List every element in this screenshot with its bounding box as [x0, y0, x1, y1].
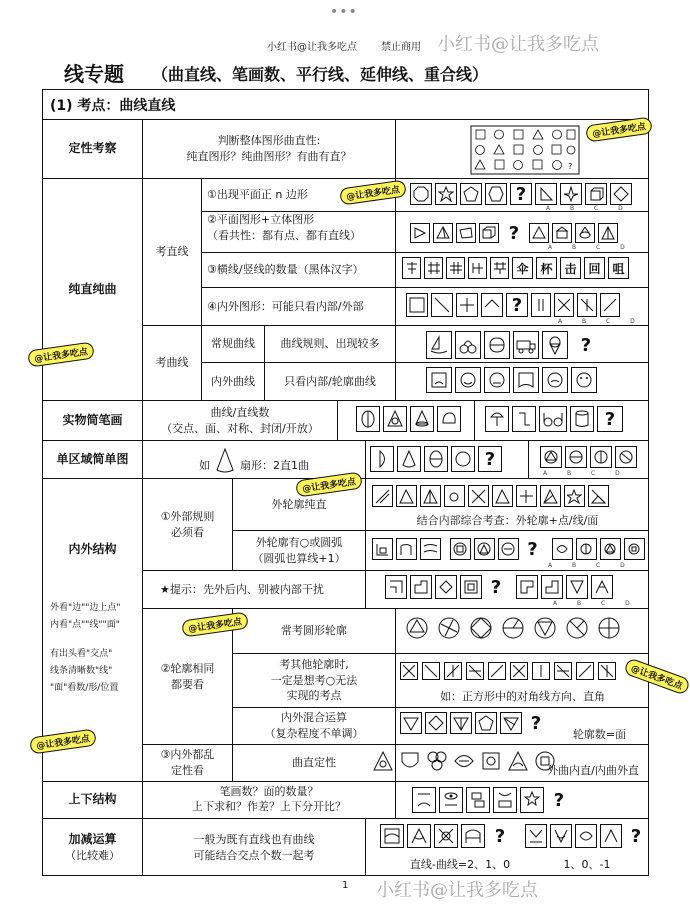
quzhi-figure — [453, 750, 475, 772]
fig — [435, 575, 457, 599]
fig — [493, 787, 517, 813]
sector-icon — [214, 448, 236, 474]
question-figure: ? — [625, 824, 647, 848]
example-desc: 如：正方形中的对角线方向、直角 — [440, 690, 605, 704]
divider — [337, 400, 338, 440]
option-letters: A B C D — [548, 244, 634, 251]
face-figure — [455, 367, 481, 393]
pentagon-cluster-figure — [460, 183, 482, 205]
figrow-tip — [385, 575, 613, 599]
dingxing-desc — [143, 120, 395, 178]
shangxia-desc-line1: 笔画数？面的数量？ — [219, 785, 319, 799]
fig — [516, 485, 537, 507]
sticker-watermark: @让我多吃点 — [27, 341, 95, 367]
question-figure: ? — [488, 824, 512, 848]
fig — [439, 787, 463, 813]
sticker-watermark: @让我多吃点 — [623, 657, 690, 696]
divider — [365, 440, 366, 478]
circle-outer-label — [233, 531, 365, 570]
blob-figure — [484, 331, 510, 359]
waibu-line1: ①外部规则 — [160, 509, 215, 523]
round-figure — [437, 616, 461, 640]
figrow-jiajian-right — [525, 824, 647, 848]
char-option-b: 杯 — [536, 257, 557, 279]
luan-line2: 定性看 — [171, 764, 204, 777]
option-b-figure — [565, 446, 587, 468]
divider — [395, 325, 396, 400]
sticker-watermark: @让我多吃点 — [339, 179, 407, 205]
account-label: 小红书@让我多吃点 — [267, 42, 357, 53]
sailboat-figure — [426, 331, 452, 359]
hanzi-figure — [446, 257, 465, 279]
figrow-shiwu-left — [356, 406, 461, 432]
figrow-outer-straight — [372, 485, 609, 507]
quzhi-desc: 外曲内直/内曲外直 — [547, 764, 639, 778]
icecream-figure — [542, 331, 568, 359]
fig — [488, 662, 506, 680]
option-b-figure — [554, 293, 574, 317]
round-figure — [565, 616, 589, 640]
option-b-figure — [576, 538, 597, 560]
hanzi-figure — [402, 257, 421, 279]
row-label-danqu: 单区域简单图 — [56, 451, 129, 466]
face-figure — [513, 367, 539, 393]
dingxing-desc-line2: 纯直图形？纯曲图形？有曲有直？ — [186, 150, 352, 163]
tri-figure — [410, 223, 430, 243]
option-a-figure — [540, 446, 562, 468]
char-option-a: 伞 — [512, 257, 533, 279]
figrow-inner-outer — [406, 293, 620, 317]
fig — [576, 662, 594, 680]
dingxing-grid-figure — [470, 125, 580, 179]
luan-line1: ③内外都乱 — [160, 748, 215, 762]
fig — [444, 662, 462, 680]
quzhi-label: 曲直定性 — [292, 756, 336, 770]
fig — [372, 538, 393, 560]
neiwai-notes — [50, 600, 121, 697]
circle-outer-line2: （圆弧也算线+1） — [252, 551, 346, 565]
divider — [474, 400, 475, 440]
char-option-e: 咀 — [608, 257, 629, 279]
fig — [396, 538, 417, 560]
fig — [385, 575, 407, 599]
mushroom-figure — [485, 406, 509, 432]
hexagon-cluster-figure — [485, 183, 507, 205]
fig — [532, 662, 550, 680]
divider — [528, 440, 529, 478]
note-line: "面"看数/形/位置 — [50, 683, 119, 694]
row-label-jiajian — [43, 819, 142, 876]
option-c-figure — [575, 223, 595, 243]
hanzi-figure — [490, 257, 509, 279]
square-figure — [406, 293, 428, 317]
fig — [422, 662, 440, 680]
sticker-watermark: @让我多吃点 — [295, 471, 363, 497]
round-figure — [501, 616, 525, 640]
oval-figure — [424, 446, 448, 472]
divider — [395, 178, 396, 325]
kao-qu-label: 考曲线 — [155, 356, 189, 370]
kao-zhi-label: 考直线 — [155, 245, 189, 259]
face-figure — [542, 367, 568, 393]
page-title: 线专题 — [64, 62, 124, 86]
option-d-figure — [624, 538, 645, 560]
truck-figure — [513, 331, 539, 359]
fig — [444, 485, 465, 507]
shangxia-desc-line2: 上下求和？作差？上下分开比？ — [192, 800, 346, 813]
row-label-dingxing: 定性考察 — [68, 141, 117, 156]
danqu-desc-suffix: 扇形：2直1曲 — [240, 459, 309, 473]
fig — [466, 787, 490, 813]
cherry-figure — [455, 331, 481, 359]
page-subtitle: （曲直线、笔画数、平行线、延伸线、重合线） — [152, 65, 489, 84]
question-figure: ? — [547, 787, 571, 813]
page-number: 1 — [342, 880, 349, 891]
combo-desc: 结合内部综合考查：外轮廓+点/线/面 — [416, 514, 599, 528]
row-label-chunzhi: 纯直纯曲 — [68, 281, 117, 296]
figrow-face — [426, 367, 597, 393]
option-c-figure — [585, 183, 607, 205]
jiajian-desc — [143, 819, 365, 876]
fig — [498, 538, 519, 560]
option-a-figure — [516, 575, 538, 599]
drop-figure — [397, 446, 421, 472]
danqu-desc — [143, 441, 365, 478]
char-option-c: 击 — [560, 257, 581, 279]
fig — [407, 824, 431, 848]
fig — [425, 712, 447, 734]
round-figure — [533, 616, 557, 640]
waibu-line2: 必须看 — [171, 525, 204, 539]
shangxia-desc — [143, 782, 395, 818]
fig — [550, 824, 572, 848]
pipe-figure — [512, 406, 536, 432]
svg-text:?: ? — [568, 162, 573, 171]
fig — [434, 824, 458, 848]
shiwu-desc-line1: 曲线/直线数 — [210, 405, 270, 419]
note-line — [50, 634, 121, 646]
note-line: 有出头看"交点" — [50, 649, 113, 660]
figrow-mix — [400, 712, 547, 734]
fig — [525, 824, 547, 848]
option-letters: A B C D — [558, 318, 644, 325]
half-circle-figure — [370, 446, 394, 472]
leaf-figure — [356, 406, 380, 432]
option-letters: A B C D — [548, 562, 634, 569]
figrow-solid — [410, 221, 618, 245]
watermark-bottom: 小红书@让我多吃点 — [376, 880, 538, 901]
quzhi-figure — [507, 750, 529, 772]
figrow-jiajian-left — [380, 824, 512, 848]
divider — [395, 119, 396, 178]
note-line: 内看"点""线""面" — [50, 620, 120, 631]
bod-figure — [539, 406, 567, 432]
divider — [365, 818, 366, 876]
question-figure: ? — [522, 538, 543, 560]
pyramid-figure — [433, 223, 453, 243]
diag-square-figure — [431, 293, 453, 317]
sticker-watermark: @让我多吃点 — [29, 728, 97, 754]
fig — [588, 485, 609, 507]
figrow-quzhi — [372, 750, 556, 772]
fig — [468, 485, 489, 507]
fig — [540, 485, 561, 507]
figrow-shangxia — [412, 787, 571, 813]
octagon-figure — [410, 183, 432, 205]
figrow-curve — [426, 330, 601, 360]
face-figure — [426, 367, 452, 393]
cylinder-figure — [570, 406, 594, 432]
char-option-d: 回 — [584, 257, 605, 279]
note-line: 线条清晰数"线" — [50, 666, 113, 677]
question-figure: ? — [485, 575, 507, 599]
round-figure — [405, 616, 429, 640]
question-figure: ? — [525, 712, 547, 734]
option-b-figure — [541, 575, 563, 599]
option-b-figure — [560, 183, 582, 205]
option-c-figure — [577, 293, 597, 317]
fig — [372, 485, 393, 507]
lunkuo-count: 轮廓数=面 — [572, 728, 627, 742]
lunkuo-line1: ②轮廓相同 — [160, 661, 215, 675]
luan-label — [143, 745, 232, 781]
fig — [492, 485, 513, 507]
option-d-figure — [600, 293, 620, 317]
dingxing-desc-line1: 判断整体图形曲直性: — [217, 134, 321, 148]
option-a-figure — [531, 293, 551, 317]
fig — [410, 575, 432, 599]
jiajian-line2: （比较难） — [65, 849, 120, 863]
row-label-shiwu: 实物简笔画 — [62, 412, 123, 427]
mix-line1: 内外混合运算 — [281, 711, 347, 725]
fig — [466, 662, 484, 680]
option-a-figure — [535, 183, 557, 205]
other-line1: 考其他轮廓时, — [279, 658, 349, 672]
question-figure: ? — [571, 330, 601, 360]
fig — [396, 485, 417, 507]
other-outline-label — [233, 654, 395, 707]
item-2-line2: （看共性：都有点、都有直线） — [207, 228, 361, 242]
quzhi-figure — [372, 750, 394, 772]
fig — [598, 662, 616, 680]
fig — [520, 787, 544, 813]
chunzhi-outer-label: 外轮廓纯直 — [271, 497, 327, 511]
quzhi-figure — [480, 750, 502, 772]
jiajian-desc-line2: 可能结合交点个数一起考 — [193, 848, 315, 862]
fig — [420, 485, 441, 507]
tri-square-figure — [481, 293, 503, 317]
fig — [400, 662, 418, 680]
option-b-figure — [552, 223, 572, 243]
sticker-watermark: @让我多吃点 — [181, 611, 249, 637]
mix-line2: （复杂程度不单调） — [264, 727, 364, 740]
other-line2: 一定是想考○无法 — [270, 673, 358, 687]
formula-2: 1、0、-1 — [563, 858, 611, 872]
hanzi-figure — [424, 257, 443, 279]
neiwai-qu-desc: 只看内部/轮廓曲线 — [284, 374, 376, 388]
lunkuo-line2: 都要看 — [171, 677, 204, 691]
note-line: 外看"边""边上点" — [50, 603, 121, 613]
option-a-figure — [552, 538, 573, 560]
fig — [510, 662, 528, 680]
cap-figure — [437, 406, 461, 432]
round-figure — [469, 616, 493, 640]
circle-outer-line1: 外轮廓有○或圆弧 — [255, 535, 343, 549]
jiajian-line1: 加减运算 — [68, 831, 117, 846]
formula-1: 直线-曲线=2、1、0 — [409, 858, 511, 872]
triangle-knot-figure — [383, 406, 407, 432]
cube-figure — [479, 223, 499, 243]
fig — [474, 538, 495, 560]
divider — [395, 781, 396, 818]
row-label-shangxia: 上下结构 — [68, 792, 117, 807]
fig — [400, 712, 422, 734]
fig — [461, 824, 485, 848]
option-letters: A B C D — [546, 205, 632, 212]
fig — [575, 824, 597, 848]
yuanxing-label: 常考圆形轮廓 — [281, 624, 347, 638]
fig — [554, 662, 572, 680]
mix-label — [233, 708, 395, 744]
circle-figure — [451, 446, 475, 472]
shiwu-desc — [143, 401, 337, 440]
changgui-desc: 曲线规则、出现较多 — [280, 337, 380, 351]
option-c-figure — [600, 538, 621, 560]
face-figure — [484, 367, 510, 393]
tip-text: ★提示：先外后内、别被内部干扰 — [160, 582, 324, 596]
sticker-watermark: @让我多吃点 — [585, 116, 653, 142]
figrow-round — [405, 616, 621, 640]
question-figure: ? — [502, 221, 526, 245]
figrow-polygon — [410, 183, 632, 205]
danqu-desc-prefix: 如 — [199, 459, 210, 473]
round-figure — [597, 616, 621, 640]
fig — [475, 712, 497, 734]
fig — [450, 538, 471, 560]
question-figure: ? — [510, 183, 532, 205]
other-line3: 实现的考点 — [286, 689, 342, 703]
quzhi-figure — [399, 750, 421, 772]
section-title: (1) 考点：曲线直线 — [50, 98, 176, 114]
fig — [412, 787, 436, 813]
face-figure — [571, 367, 597, 393]
item-2 — [207, 212, 395, 252]
fig — [380, 824, 404, 848]
option-c-figure — [566, 575, 588, 599]
figrow-shiwu-right — [485, 406, 623, 432]
waibu-label — [143, 479, 232, 570]
figrow-danqu-right — [540, 446, 637, 468]
figrow-chinese — [402, 257, 629, 279]
fig — [450, 712, 472, 734]
fig — [420, 538, 441, 560]
option-letters: A B C D — [543, 470, 629, 477]
quzhi-figure — [426, 750, 448, 772]
question-figure: ? — [478, 446, 502, 472]
fig — [564, 485, 585, 507]
figrow-square-diag — [400, 662, 616, 680]
no-commercial-label: 禁止商用 — [381, 42, 421, 53]
cone-figure — [410, 406, 434, 432]
item-1: ①出现平面正 n 边形 — [207, 188, 308, 202]
option-d-figure — [591, 575, 613, 599]
row-label-neiwai: 内外结构 — [68, 542, 117, 557]
changgui-label: 常规曲线 — [211, 337, 255, 351]
figrow-outer-circle — [372, 538, 645, 560]
option-letters: A B C D — [553, 600, 639, 607]
jiajian-desc-line1: 一般为既有直线也有曲线 — [193, 832, 315, 846]
option-c-figure — [590, 446, 612, 468]
fig — [500, 712, 522, 734]
question-figure: ? — [506, 293, 528, 317]
hanzi-figure — [468, 257, 487, 279]
watermark-top: 小红书@让我多吃点 — [437, 34, 599, 55]
divider — [365, 570, 366, 608]
window-dots[interactable]: ••• — [330, 4, 358, 20]
question-figure: ? — [597, 406, 623, 432]
item-3: ③横线/竖线的数量（黑体汉字） — [207, 263, 364, 277]
item-4: ④内外图形：可能只看内部/外部 — [207, 299, 364, 313]
option-a-figure — [529, 223, 549, 243]
fig — [600, 824, 622, 848]
option-d-figure — [598, 223, 618, 243]
option-d-figure — [610, 183, 632, 205]
shiwu-desc-line2: （交点、面、对称、封闭/开放） — [161, 421, 319, 435]
item-2-line1: ②平面图形+立体图形 — [207, 213, 315, 226]
neiwai-qu-label: 内外曲线 — [211, 374, 255, 388]
fig — [460, 575, 482, 599]
figrow-danqu-left — [370, 446, 502, 472]
option-d-figure — [615, 446, 637, 468]
cross-square-figure — [456, 293, 478, 317]
star-figure — [435, 183, 457, 205]
quad-figure — [456, 223, 476, 243]
